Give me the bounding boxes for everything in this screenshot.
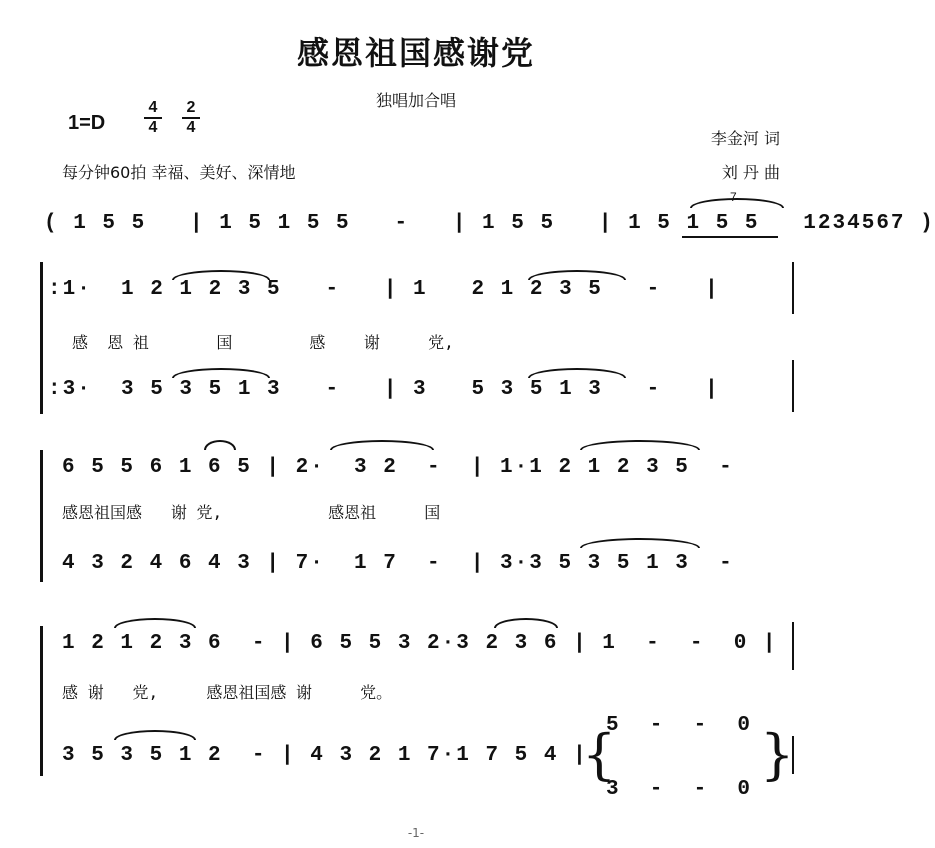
phrase-slur: [114, 618, 196, 628]
melody-line: 1 2 1 2 3 6 - | 6 5 5 3 2·3 2 3 6 | 1 - - 0 |: [62, 632, 778, 655]
melody-line: :1· 1 2 1 2 3 5 - | 1 2 1 2 3 5 - |: [48, 278, 720, 301]
harmony-line: 3 5 3 5 1 2 - | 4 3 2 1 7·1 7 5 4 |: [62, 744, 588, 767]
harmony-end-top: 5 - - 0: [606, 714, 753, 737]
lyricist-credit: 李金河 词: [710, 129, 780, 148]
lyrics-line: 感恩祖国感 谢 党, 感恩祖 国: [62, 503, 441, 522]
tempo-marking: 每分钟60拍 幸福、美好、深情地: [62, 163, 296, 182]
page-number: -1-: [407, 826, 425, 840]
phrase-slur: [330, 440, 434, 450]
composer-credit: 刘 丹 曲: [721, 163, 780, 182]
phrase-slur: [580, 440, 700, 450]
phrase-slur: [494, 618, 558, 628]
phrase-slur: [204, 440, 236, 450]
system-bracket-line: [40, 450, 43, 582]
underline-beam: [682, 236, 778, 238]
melody-line: 6 5 5 6 1 6 5 | 2· 3 2 - | 1·1 2 1 2 3 5 -: [62, 456, 734, 479]
phrase-slur: [528, 368, 626, 378]
tuplet-mark: 7: [730, 190, 737, 204]
harmony-end-bottom: 3 - - 0: [606, 778, 753, 801]
final-brace-right: }: [760, 723, 795, 786]
final-brace-left: {: [582, 723, 617, 786]
phrase-slur: [580, 538, 700, 548]
barline: [792, 360, 794, 412]
harmony-line: :3· 3 5 3 5 1 3 - | 3 5 3 5 1 3 - |: [48, 378, 720, 401]
time-signature-top: 2: [186, 99, 196, 116]
tuplet-slur: [690, 198, 784, 208]
phrase-slur: [114, 730, 196, 740]
system-bracket-line: [40, 626, 43, 776]
lyrics-line: 感 谢 党, 感恩祖国感 谢 党。: [62, 683, 393, 702]
system-bracket-line: [40, 262, 43, 414]
harmony-line: 4 3 2 4 6 4 3 | 7· 1 7 - | 3·3 5 3 5 1 3 -: [62, 552, 734, 575]
intro-line: ( 1 5 5 | 1 5 1 5 5 - | 1 5 5 | 1 5 1 5 5 1234567 ): [44, 212, 935, 235]
phrase-slur: [172, 368, 270, 378]
song-subtitle: 独唱加合唱: [375, 91, 456, 110]
key-signature: 1=D: [68, 112, 106, 134]
lyrics-line: 感 恩 祖 国 感 谢 党,: [72, 333, 454, 352]
time-signature-bottom: 4: [186, 119, 196, 136]
time-signature-4-4: [144, 100, 162, 136]
barline: [792, 622, 794, 670]
time-signature-2-4: [182, 100, 200, 136]
barline: [792, 262, 794, 314]
time-signature-bottom: 4: [148, 119, 158, 136]
song-title: 感恩祖国感谢党: [296, 34, 535, 72]
time-signature-top: 4: [148, 99, 158, 116]
